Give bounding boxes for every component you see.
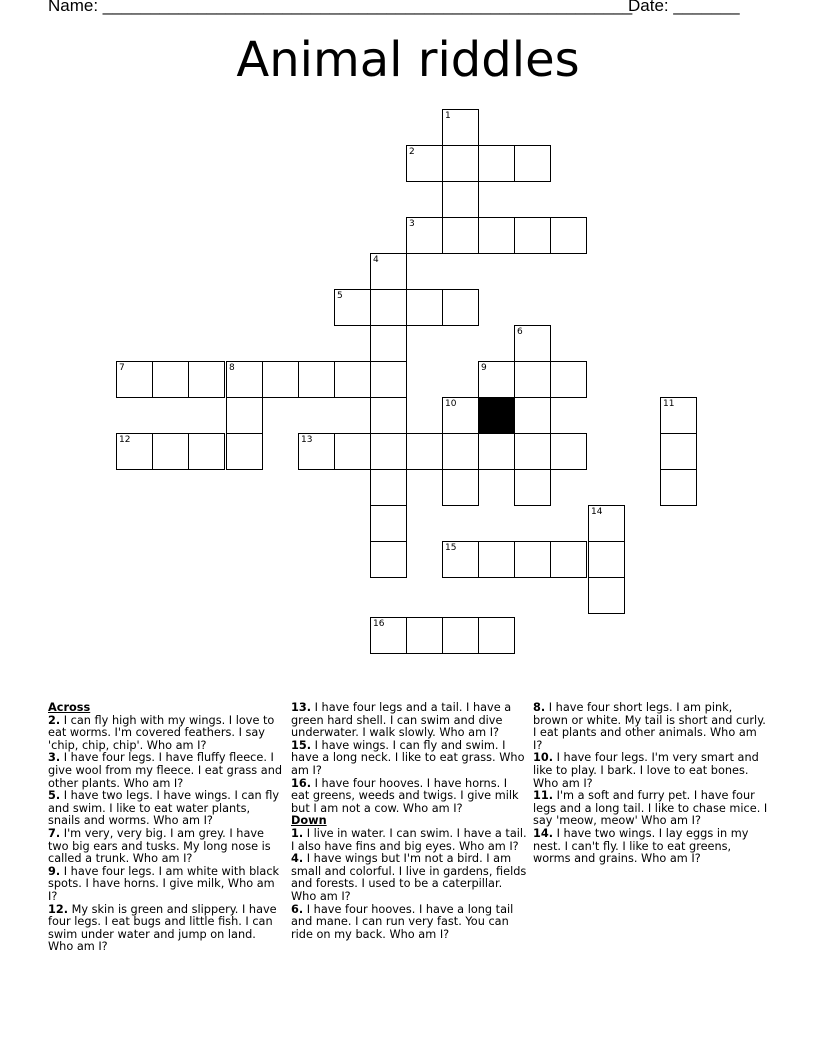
page-title: Animal riddles (236, 32, 580, 88)
clue-item (291, 904, 527, 942)
grid-cell[interactable] (406, 145, 443, 182)
clue-text: I'm a soft and furry pet. I have four legs and a long tail. I like to chase mice. I say 'meow, meow' Who am I? (533, 789, 768, 828)
grid-cell[interactable] (478, 145, 515, 182)
clue-number: 7 (119, 363, 125, 373)
grid-cell[interactable] (514, 469, 551, 506)
clues-column-2 (291, 702, 527, 941)
clue-item (291, 740, 527, 778)
clue-item (533, 752, 769, 790)
clue-number: 12. (48, 902, 69, 916)
grid-cell[interactable] (226, 397, 263, 434)
clue-number: 11 (663, 399, 675, 409)
grid-cell[interactable] (550, 217, 587, 254)
clue-number: 12 (119, 435, 131, 445)
grid-cell[interactable] (152, 433, 189, 470)
clue-number: 9. (48, 864, 61, 878)
clue-item (533, 790, 769, 828)
grid-cell[interactable] (514, 325, 551, 362)
grid-cell[interactable] (588, 505, 625, 542)
grid-cell[interactable] (406, 217, 443, 254)
clue-number: 14 (591, 507, 603, 517)
grid-cell[interactable] (370, 617, 407, 654)
grid-cell[interactable] (370, 361, 407, 398)
grid-cell[interactable] (478, 541, 515, 578)
clue-text: I have four legs. I'm very smart and like to play. I bark. I love to eat bones. Who am I? (533, 751, 759, 790)
grid-cell[interactable] (116, 361, 153, 398)
grid-cell[interactable] (442, 109, 479, 146)
grid-cell[interactable] (334, 361, 371, 398)
grid-cell[interactable] (442, 397, 479, 434)
grid-cell[interactable] (370, 289, 407, 326)
clue-number: 3 (409, 219, 415, 229)
grid-cell[interactable] (370, 505, 407, 542)
clue-text: I have four legs. I am white with black spots. I have horns. I give milk, Who am I? (48, 864, 280, 903)
grid-cell[interactable] (550, 433, 587, 470)
clue-text: I have wings. I can fly and swim. I have a long neck. I like to eat grass. Who am I? (291, 738, 525, 777)
clue-number: 15. (291, 738, 312, 752)
grid-cell[interactable] (514, 145, 551, 182)
clue-number: 5. (48, 789, 61, 803)
clue-text: I live in water. I can swim. I have a tail. I also have fins and big eyes. Who am I? (291, 826, 527, 853)
clue-number: 13 (301, 435, 313, 445)
clue-text: My skin is green and slippery. I have four legs. I eat bugs and little fish. I can swim under water and jump on land. Who am I? (48, 902, 277, 954)
clue-number: 15 (445, 543, 457, 553)
grid-cell[interactable] (370, 325, 407, 362)
grid-cell[interactable] (406, 289, 443, 326)
grid-cell[interactable] (478, 217, 515, 254)
clue-item (291, 702, 527, 740)
clue-text: I'm very, very big. I am grey. I have two big ears and tusks. My long nose is called a trunk. Who am I? (48, 826, 271, 866)
clue-number: 13. (291, 701, 312, 714)
grid-cell[interactable] (514, 541, 551, 578)
grid-cell[interactable] (514, 217, 551, 254)
clue-item (48, 828, 284, 866)
grid-cell[interactable] (116, 433, 153, 470)
clue-number: 2 (409, 147, 415, 157)
grid-cell[interactable] (262, 361, 299, 398)
clue-text: I have four short legs. I am pink, brown or white. My tail is short and curly. I eat plants and other animals. Who am I? (533, 701, 766, 752)
clue-number: 3. (48, 751, 61, 765)
grid-cell[interactable] (152, 361, 189, 398)
clue-number: 2. (48, 713, 61, 727)
clue-item (291, 853, 527, 903)
across-heading: Across (48, 701, 91, 714)
grid-cell[interactable] (370, 433, 407, 470)
clue-number: 14. (533, 826, 554, 840)
grid-cell[interactable] (442, 289, 479, 326)
clue-number: 16 (373, 619, 385, 629)
clue-item (48, 715, 284, 753)
grid-cell[interactable] (370, 541, 407, 578)
grid-cell[interactable] (478, 433, 515, 470)
grid-cell[interactable] (226, 361, 263, 398)
grid-cell[interactable] (478, 361, 515, 398)
clue-number: 1 (445, 111, 451, 121)
grid-cell[interactable] (442, 433, 479, 470)
clue-text: I have four legs and a tail. I have a green hard shell. I can swim and dive underwater. I walk slowly. Who am I? (291, 701, 512, 740)
grid-cell[interactable] (588, 577, 625, 614)
blocked-cell (478, 397, 515, 434)
grid-cell[interactable] (478, 617, 515, 654)
grid-cell[interactable] (588, 541, 625, 578)
down-heading: Down (291, 814, 327, 828)
clue-number: 6. (291, 902, 304, 916)
grid-cell[interactable] (550, 361, 587, 398)
clue-item (291, 778, 527, 816)
clue-number: 8 (229, 363, 235, 373)
clue-text: I have four hooves. I have a long tail and mane. I can run very fast. You can ride on my back. Who am I? (291, 902, 514, 941)
clue-number: 11. (533, 789, 554, 803)
clue-item (48, 866, 284, 904)
clue-item (48, 790, 284, 828)
clue-item (48, 752, 284, 790)
clue-text: I have four legs. I have fluffy fleece. I give wool from my fleece. I eat grass and other plants. Who am I? (48, 751, 283, 790)
clue-number: 5 (337, 291, 343, 301)
clue-number: 4 (373, 255, 379, 265)
clue-text: I can fly high with my wings. I love to eat worms. I'm covered feathers. I say 'chip, chip, chip'. Who am I? (48, 713, 275, 752)
date-field-label: Date: _______ (628, 0, 740, 15)
grid-cell[interactable] (514, 361, 551, 398)
grid-cell[interactable] (514, 433, 551, 470)
grid-cell[interactable] (406, 617, 443, 654)
grid-cell[interactable] (334, 433, 371, 470)
clue-number: 10 (445, 399, 457, 409)
grid-cell[interactable] (298, 361, 335, 398)
grid-cell[interactable] (188, 361, 225, 398)
grid-cell[interactable] (442, 617, 479, 654)
clue-number: 16. (291, 776, 312, 790)
grid-cell[interactable] (442, 145, 479, 182)
grid-cell[interactable] (370, 253, 407, 290)
grid-cell[interactable] (660, 469, 697, 506)
grid-cell[interactable] (442, 469, 479, 506)
clue-text: I have two wings. I lay eggs in my nest. I can't fly. I like to eat greens, worms and grains. Who am I? (533, 826, 749, 866)
clue-text: I have four hooves. I have horns. I eat greens, weeds and twigs. I give milk but I am not a cow. Who am I? (291, 776, 519, 815)
grid-cell[interactable] (660, 397, 697, 434)
clue-number: 1. (291, 826, 304, 840)
clues-column-1 (48, 702, 284, 954)
clue-text: I have two legs. I have wings. I can fly and swim. I like to eat water plants, snails and worms. Who am I? (48, 789, 280, 828)
grid-cell[interactable] (370, 469, 407, 506)
clue-number: 10. (533, 751, 554, 765)
grid-cell[interactable] (334, 289, 371, 326)
grid-cell[interactable] (442, 181, 479, 218)
clue-item (533, 828, 769, 866)
clue-number: 8. (533, 701, 546, 714)
grid-cell[interactable] (188, 433, 225, 470)
clue-item (533, 702, 769, 752)
clue-number: 9 (481, 363, 487, 373)
grid-cell[interactable] (550, 541, 587, 578)
clue-item (291, 828, 527, 853)
grid-cell[interactable] (660, 433, 697, 470)
grid-cell[interactable] (514, 397, 551, 434)
grid-cell[interactable] (298, 433, 335, 470)
grid-cell[interactable] (370, 397, 407, 434)
clue-number: 7. (48, 826, 61, 840)
clue-number: 6 (517, 327, 523, 337)
grid-cell[interactable] (406, 433, 443, 470)
clues-column-3 (533, 702, 769, 866)
grid-cell[interactable] (226, 433, 263, 470)
grid-cell[interactable] (442, 541, 479, 578)
clue-text: I have wings but I'm not a bird. I am small and colorful. I live in gardens, fields and forests. I used to be a caterpillar. Who am I? (291, 852, 527, 903)
name-field-label: Name: ________________________________________________________ (48, 0, 633, 15)
grid-cell[interactable] (442, 217, 479, 254)
clue-item (48, 904, 284, 954)
clue-number: 4. (291, 852, 304, 866)
